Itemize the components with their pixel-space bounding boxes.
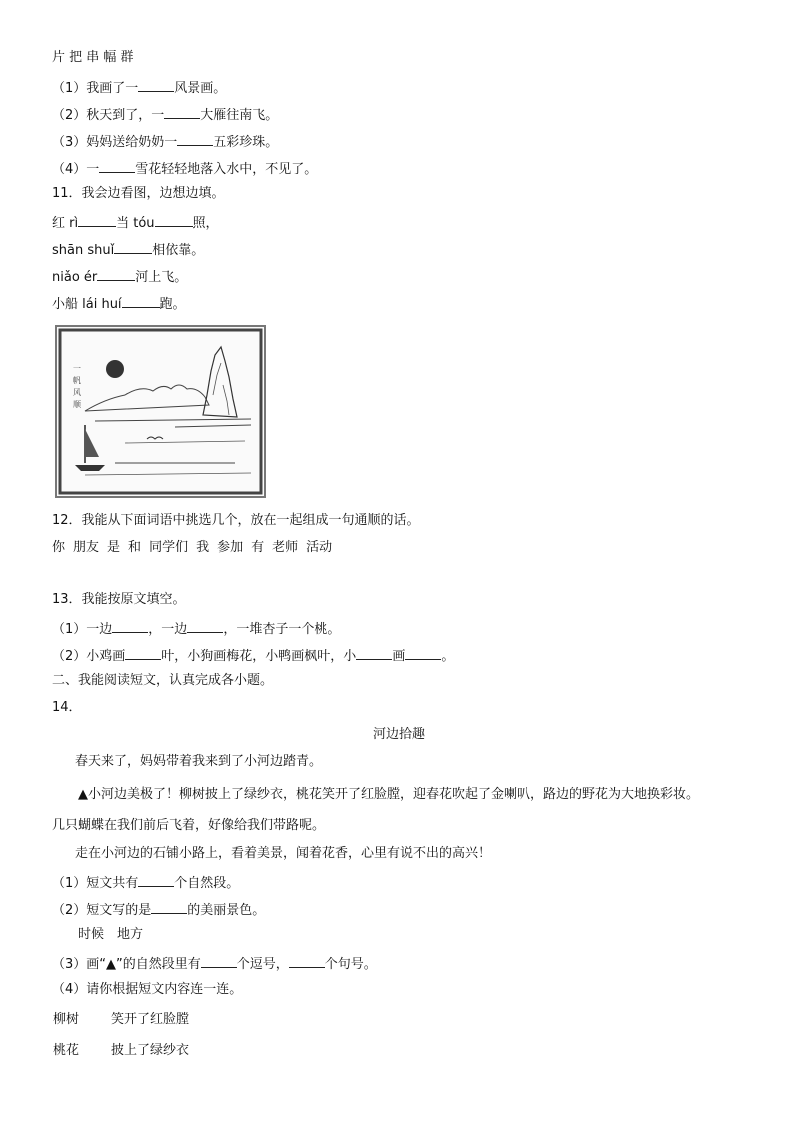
word-bank: 片 把 串 幅 群 [52,50,134,65]
q11-line-3: niǎo ér 河上飞。 [52,270,188,285]
q14-sub-4: （4）请你根据短文内容连一连。 [52,982,243,997]
q10-item-3: （3）妈妈送给奶奶一 五彩珍珠。 [52,135,279,150]
q11-line-2: shān shuǐ 相依靠。 [52,243,205,258]
q14-sub-3: （3）画“▲”的自然段里有 个逗号， 个句号。 [52,957,377,972]
answer-blank[interactable] [125,647,161,660]
q10-item-1: （1）我画了一 风景画。 [52,81,227,96]
word-chip[interactable]: 有 [251,540,265,555]
section-heading: 二、我能阅读短文，认真完成各小题。 [52,673,274,688]
answer-blank[interactable] [356,647,392,660]
q14-number: 14． [52,700,82,715]
answer-blank[interactable] [99,160,135,173]
answer-blank[interactable] [138,79,174,92]
word-chip[interactable]: 我 [196,540,210,555]
word-chip[interactable]: 活动 [306,540,333,555]
match-row-1 [53,1013,189,1026]
word-chip[interactable]: 你 [52,540,66,555]
option-place: 地方 [117,927,144,942]
answer-blank[interactable] [289,955,325,968]
match-right-item[interactable]: 披上了绿纱衣 [111,1043,190,1058]
word-chip[interactable]: 和 [128,540,142,555]
word-chip[interactable]: 朋友 [73,540,100,555]
q13-stem: 13．我能按原文填空。 [52,592,186,607]
answer-blank[interactable] [164,106,200,119]
answer-blank[interactable] [114,241,152,254]
answer-blank[interactable] [201,955,237,968]
svg-text:帆: 帆 [73,376,81,385]
answer-blank[interactable] [177,133,213,146]
word-chip[interactable]: 参加 [217,540,244,555]
q12-word-list [52,541,340,554]
answer-blank[interactable] [78,214,116,227]
q14-sub-2: （2）短文写的是 的美丽景色。 [52,903,266,918]
sun-icon [106,360,124,378]
q14-sub-2-options [78,928,143,941]
match-row-2 [53,1044,189,1057]
passage-paragraph-1: 春天来了，妈妈带着我来到了小河边踏青。 [75,754,323,769]
option-time: 时候 [78,927,105,942]
word-chip[interactable]: 是 [107,540,121,555]
q12-stem: 12．我能从下面词语中挑选几个，放在一起组成一句通顺的话。 [52,513,420,528]
svg-text:风: 风 [73,388,81,397]
word-chip[interactable]: 老师 [272,540,299,555]
q11-line-4: 小船 lái huí 跑。 [52,297,186,312]
passage-paragraph-2: ▲小河边美极了！柳树披上了绿纱衣，桃花笑开了红脸膛，迎春花吹起了金喇叭，路边的野花为大地换彩妆。 [78,787,699,802]
match-left-item[interactable]: 桃花 [53,1043,80,1058]
q13-item-2: （2）小鸡画 叶，小狗画梅花，小鸭画枫叶，小 画 。 [52,649,455,664]
passage-title: 河边拾趣 [373,727,426,742]
answer-blank[interactable] [187,620,223,633]
q11-line-1: 红 rì 当 tóu 照， [52,216,219,231]
passage-paragraph-2-cont: 几只蝴蝶在我们前后飞着，好像给我们带路呢。 [52,818,326,833]
answer-blank[interactable] [405,647,441,660]
landscape-illustration [55,325,266,498]
answer-blank[interactable] [112,620,148,633]
q14-sub-1: （1）短文共有 个自然段。 [52,876,240,891]
q13-item-1: （1）一边 ，一边 ，一堆杏子一个桃。 [52,622,341,637]
q11-stem: 11．我会边看图，边想边填。 [52,186,225,201]
passage-paragraph-3: 走在小河边的石铺小路上，看着美景，闻着花香，心里有说不出的高兴！ [75,846,492,861]
svg-text:顺: 顺 [73,400,81,409]
word-chip[interactable]: 同学们 [149,540,189,555]
answer-blank[interactable] [122,295,160,308]
q10-item-2: （2）秋天到了，一 大雁往南飞。 [52,108,279,123]
svg-text:一: 一 [73,364,81,373]
answer-blank[interactable] [151,901,187,914]
q10-item-4: （4）一 雪花轻轻地落入水中，不见了。 [52,162,318,177]
answer-blank[interactable] [97,268,135,281]
answer-blank[interactable] [138,874,174,887]
answer-blank[interactable] [155,214,193,227]
match-left-item[interactable]: 柳树 [53,1012,80,1027]
match-right-item[interactable]: 笑开了红脸膛 [111,1012,190,1027]
